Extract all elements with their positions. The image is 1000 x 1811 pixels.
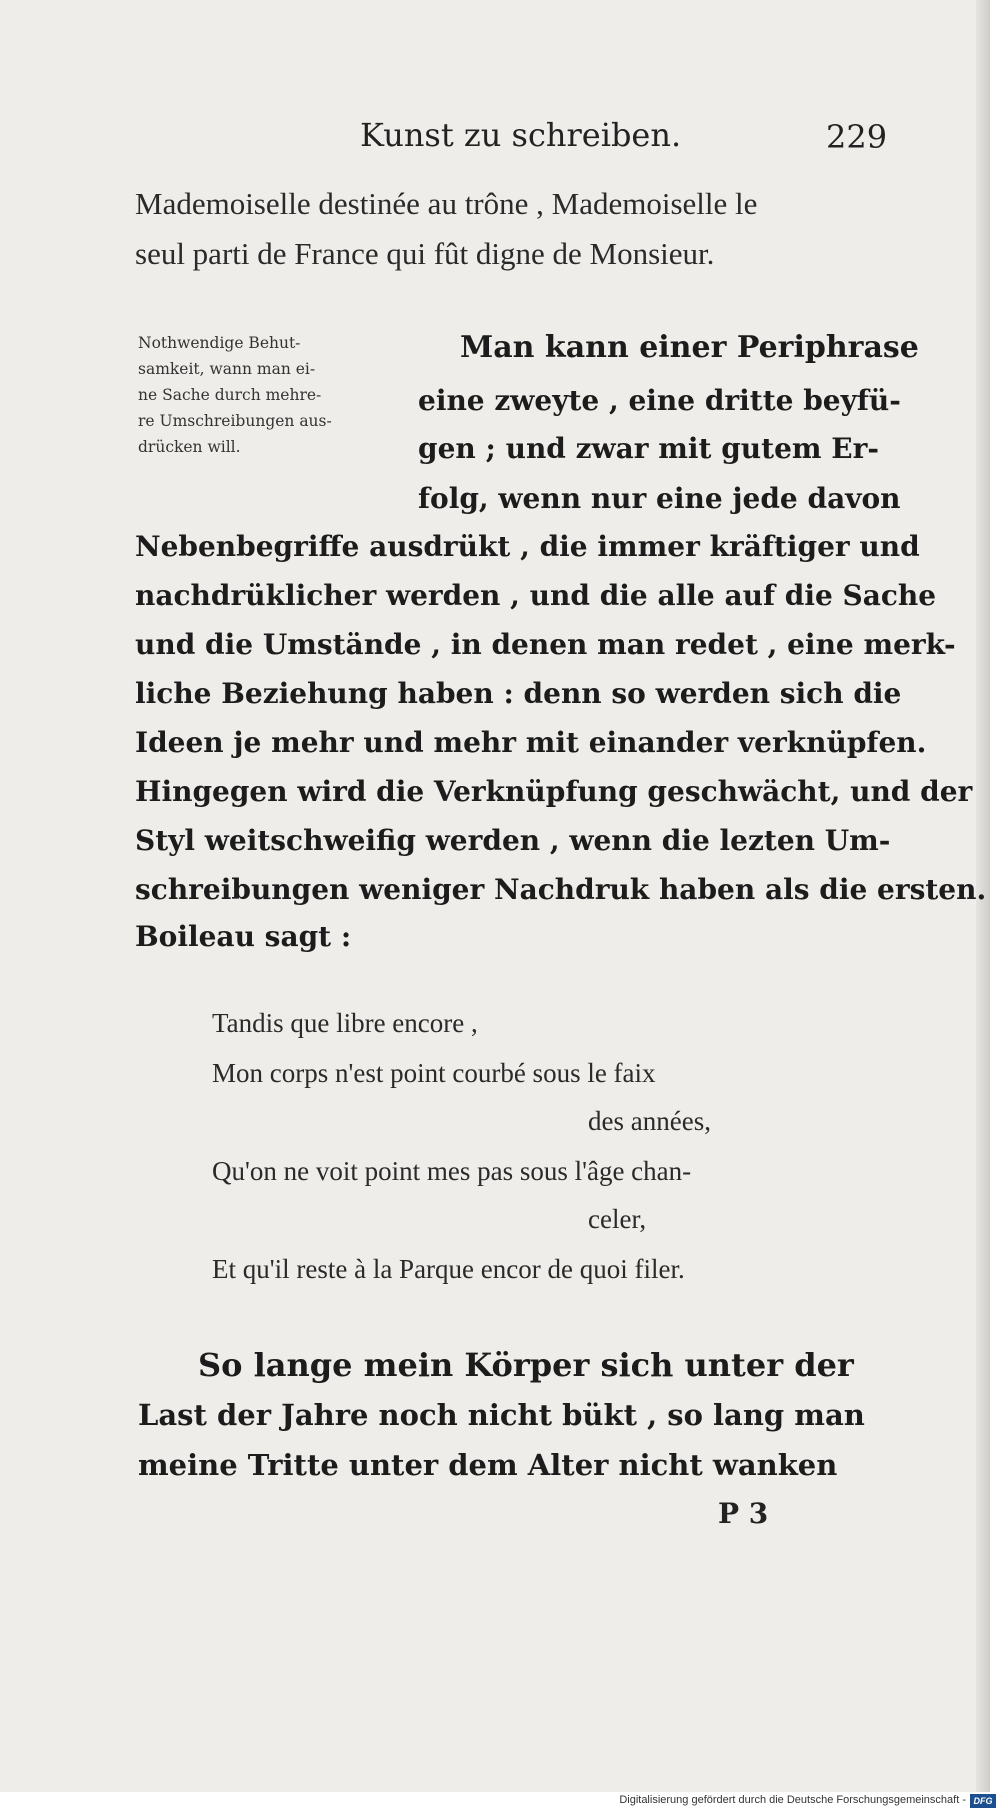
margin-note-line: samkeit, wann man ei- xyxy=(138,360,316,378)
footer-bar xyxy=(0,1792,1000,1811)
margin-note-line: drücken will. xyxy=(138,438,241,456)
poem-line: Tandis que libre encore , xyxy=(212,1008,478,1038)
poem-line: Qu'on ne voit point mes pas sous l'âge chan- xyxy=(212,1156,692,1186)
text-line: Mademoiselle destinée au trône , Mademoiselle le xyxy=(135,186,758,221)
dfg-logo-icon: DFG xyxy=(970,1794,996,1808)
text-line: Nebenbegriffe ausdrükt , die immer kräftiger und xyxy=(135,530,920,563)
text-line: Man kann einer Periphrase xyxy=(460,330,919,365)
digitization-credit: Digitalisierung gefördert durch die Deutsche Forschungsgemeinschaft - xyxy=(619,1794,966,1806)
signature-mark: P 3 xyxy=(718,1497,769,1530)
text-line: Last der Jahre noch nicht bükt , so lang man xyxy=(138,1398,865,1432)
text-line: Styl weitschweifig werden , wenn die lezten Um- xyxy=(135,824,891,857)
text-line: Ideen je mehr und mehr mit einander verknüpfen. xyxy=(135,726,927,759)
page-number: 229 xyxy=(826,118,888,156)
text-line: seul parti de France qui fût digne de Monsieur. xyxy=(135,236,715,271)
text-line: eine zweyte , eine dritte beyfü- xyxy=(418,384,901,417)
margin-note-line: ne Sache durch mehre- xyxy=(138,386,322,404)
poem-line: Et qu'il reste à la Parque encor de quoi filer. xyxy=(212,1254,685,1284)
poem-line: des années, xyxy=(588,1106,711,1136)
text-line: und die Umstände , in denen man redet , eine merk- xyxy=(135,628,956,661)
text-line: meine Tritte unter dem Alter nicht wanken xyxy=(138,1448,838,1482)
margin-note-line: re Umschreibungen aus- xyxy=(138,412,332,430)
text-line: So lange mein Körper sich unter der xyxy=(198,1346,854,1384)
text-line: nachdrüklicher werden , und die alle auf die Sache xyxy=(135,579,937,612)
running-header-title: Kunst zu schreiben. xyxy=(360,116,682,154)
poem-line: Mon corps n'est point courbé sous le faix xyxy=(212,1058,656,1088)
poem-line: celer, xyxy=(588,1204,647,1234)
text-line: Hingegen wird die Verknüpfung geschwächt, und der xyxy=(135,775,973,808)
text-line: schreibungen weniger Nachdruk haben als die ersten. xyxy=(135,873,987,906)
text-line: gen ; und zwar mit gutem Er- xyxy=(418,432,879,465)
margin-note-line: Nothwendige Behut- xyxy=(138,334,301,352)
text-line: Boileau sagt : xyxy=(135,920,352,953)
text-line: liche Beziehung haben : denn so werden sich die xyxy=(135,677,902,710)
text-line: folg, wenn nur eine jede davon xyxy=(418,482,901,515)
